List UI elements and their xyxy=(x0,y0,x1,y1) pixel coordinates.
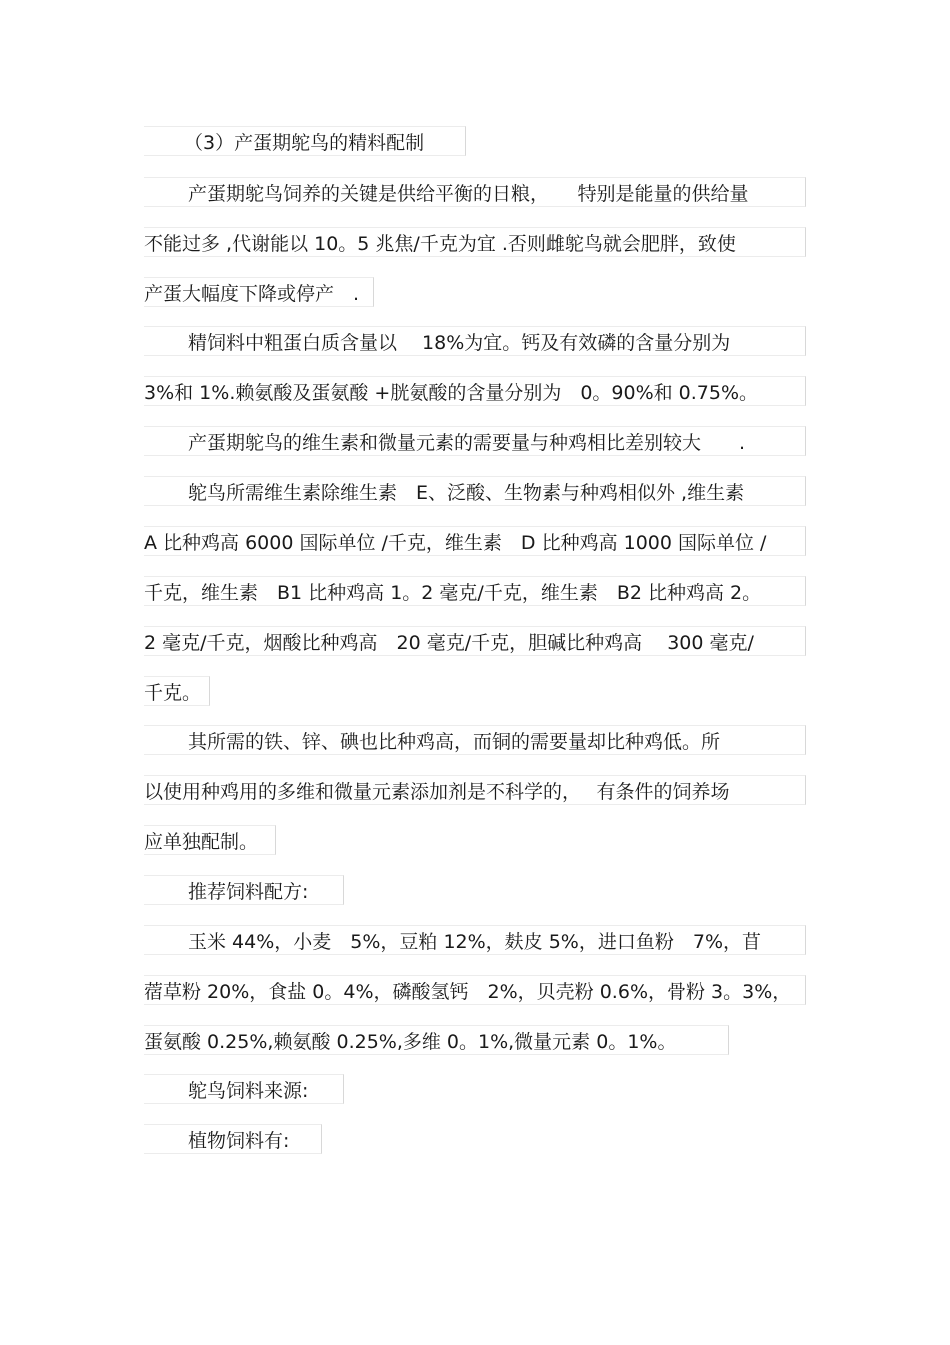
paragraph-line: 不能过多 ,代谢能以 10。5 兆焦/千克为宜 .否则雌鸵鸟就会肥胖，致使 xyxy=(144,227,806,257)
formula-line: 玉米 44%，小麦 5%，豆粕 12%，麸皮 5%，进口鱼粉 7%，苜 xyxy=(144,925,806,955)
paragraph-line: A 比种鸡高 6000 国际单位 /千克，维生素 D 比种鸡高 1000 国际单位 / xyxy=(144,526,806,556)
paragraph-line: 产蛋期鸵鸟的维生素和微量元素的需要量与种鸡相比差别较大 . xyxy=(144,426,806,456)
subheading-plant-feed: 植物饲料有: xyxy=(144,1124,322,1154)
paragraph-line: 3%和 1%.赖氨酸及蛋氨酸 +胱氨酸的含量分别为 0。90%和 0.75%。 xyxy=(144,376,806,406)
paragraph-line: 鸵鸟所需维生素除维生素 E、泛酸、生物素与种鸡相似外 ,维生素 xyxy=(144,476,806,506)
subheading-formula: 推荐饲料配方: xyxy=(144,875,344,905)
subheading-feed-source: 鸵鸟饲料来源: xyxy=(144,1074,344,1104)
formula-line: 蓿草粉 20%，食盐 0。4%，磷酸氢钙 2%，贝壳粉 0.6%，骨粉 3。3%， xyxy=(144,975,806,1005)
section-heading: （3）产蛋期鸵鸟的精料配制 xyxy=(144,126,466,156)
paragraph-line: 精饲料中粗蛋白质含量以 18%为宜。钙及有效磷的含量分别为 xyxy=(144,326,806,356)
formula-line: 蛋氨酸 0.25%,赖氨酸 0.25%,多维 0。1%,微量元素 0。1%。 xyxy=(144,1025,729,1055)
paragraph-line: 千克，维生素 B1 比种鸡高 1。2 毫克/千克，维生素 B2 比种鸡高 2。 xyxy=(144,576,806,606)
paragraph-line: 2 毫克/千克，烟酸比种鸡高 20 毫克/千克，胆碱比种鸡高 300 毫克/ xyxy=(144,626,806,656)
paragraph-line: 其所需的铁、锌、碘也比种鸡高，而铜的需要量却比种鸡低。所 xyxy=(144,725,806,755)
paragraph-line: 产蛋大幅度下降或停产 . xyxy=(144,277,374,307)
paragraph-line: 千克。 xyxy=(144,676,210,706)
paragraph-line: 应单独配制。 xyxy=(144,825,276,855)
paragraph-line: 产蛋期鸵鸟饲养的关键是供给平衡的日粮， 特别是能量的供给量 xyxy=(144,177,806,207)
paragraph-line: 以使用种鸡用的多维和微量元素添加剂是不科学的， 有条件的饲养场 xyxy=(144,775,806,805)
